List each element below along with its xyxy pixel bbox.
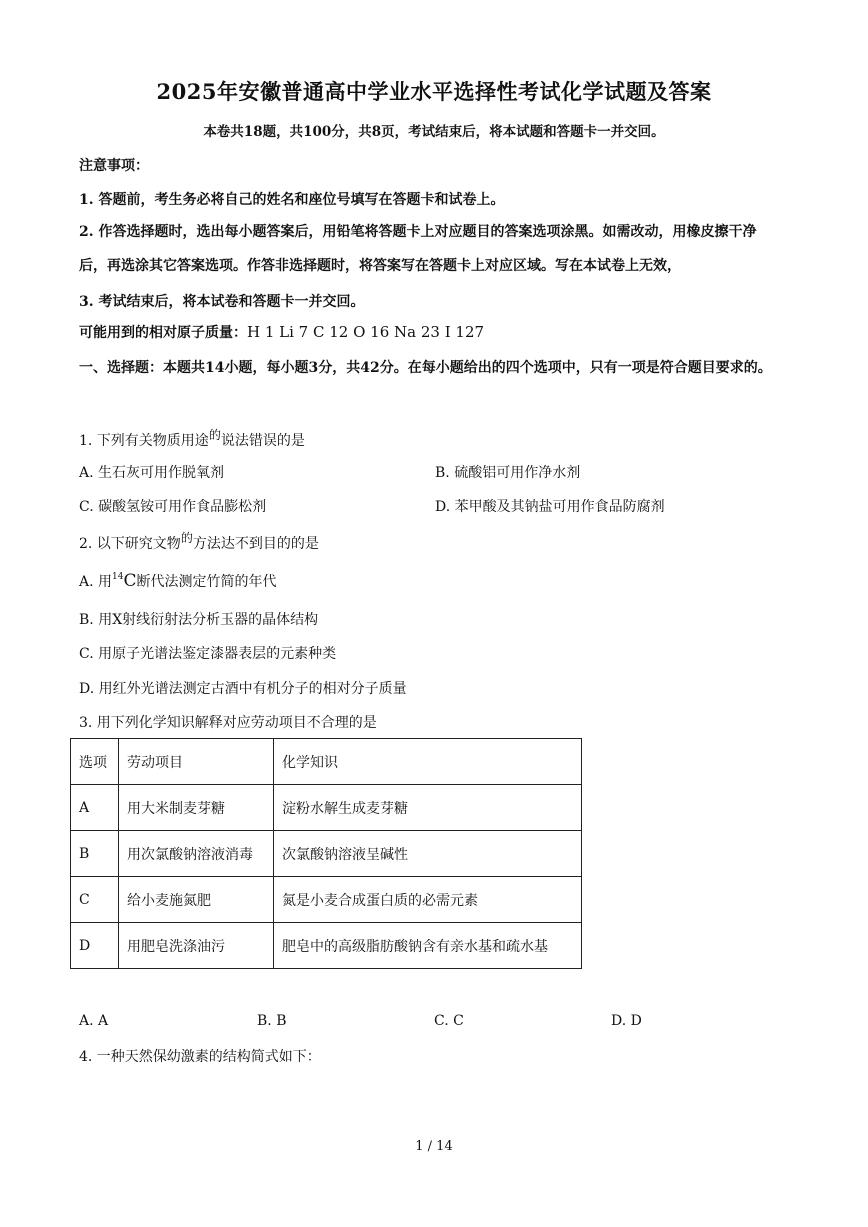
question-2-option-c: C. 用原子光谱法鉴定漆器表层的元素种类 — [79, 646, 337, 662]
question-2-option-d: D. 用红外光谱法测定古酒中有机分子的相对分子质量 — [79, 681, 407, 697]
table-row — [71, 923, 582, 969]
question-4-stem: 4. 一种天然保幼激素的结构简式如下： — [79, 1049, 321, 1065]
question-1-option-b: B. 硫酸铝可用作净水剂 — [435, 465, 581, 481]
page-title: 2025年安徽普通高中学业水平选择性考试化学试题及答案 — [156, 79, 712, 104]
question-2-option-a: A. 用$^{14}$C断代法测定竹简的年代 — [79, 571, 277, 591]
table-row — [71, 785, 582, 831]
question-2-stem: 2. 以下研究文物的方法达不到目的的是 — [79, 531, 319, 552]
table-cell: 给小麦施氮肥 — [119, 877, 274, 923]
table-header-cell: 化学知识 — [274, 739, 582, 785]
question-2-option-b: B. 用X射线衍射法分析玉器的晶体结构 — [79, 612, 319, 628]
table-cell: 肥皂中的高级脂肪酸钠含有亲水基和疏水基 — [274, 923, 582, 969]
atomic-mass-values: H 1 Li 7 C 12 O 16 Na 23 I 127 — [247, 323, 485, 341]
table-header-row — [71, 739, 582, 785]
question-3-answer-a: A. A — [79, 1013, 109, 1029]
table-cell: A — [71, 785, 119, 831]
table-cell: B — [71, 831, 119, 877]
question-1-option-c: C. 碳酸氢铵可用作食品膨松剂 — [79, 499, 267, 515]
question-1-option-a: A. 生石灰可用作脱氧剂 — [79, 465, 225, 481]
question-3-answer-c: C. C — [434, 1013, 464, 1029]
page-subtitle: 本卷共18题，共100分，共8页，考试结束后，将本试题和答题卡一并交回。 — [203, 124, 665, 140]
table-cell: 氮是小麦合成蛋白质的必需元素 — [274, 877, 582, 923]
table-header-cell: 劳动项目 — [119, 739, 274, 785]
table-header-cell: 选项 — [71, 739, 119, 785]
notice-heading: 注意事项： — [79, 158, 149, 174]
section-1-heading: 一、选择题：本题共14小题，每小题3分，共42分。在每小题给出的四个选项中，只有一项是符合题目要求的。 — [79, 360, 772, 376]
table-cell: C — [71, 877, 119, 923]
notice-item-3: 3. 考试结束后，将本试卷和答题卡一并交回。 — [79, 294, 365, 310]
question-3-answer-b: B. B — [257, 1013, 287, 1029]
table-cell: 淀粉水解生成麦芽糖 — [274, 785, 582, 831]
table-cell: 用大米制麦芽糖 — [119, 785, 274, 831]
table-cell: 用次氯酸钠溶液消毒 — [119, 831, 274, 877]
page-number: 1 / 14 — [415, 1139, 453, 1154]
table-cell: 用肥皂洗涤油污 — [119, 923, 274, 969]
question-1-option-d: D. 苯甲酸及其钠盐可用作食品防腐剂 — [435, 499, 665, 515]
question-3-stem: 3. 用下列化学知识解释对应劳动项目不合理的是 — [79, 715, 377, 731]
table-cell: 次氯酸钠溶液呈碱性 — [274, 831, 582, 877]
notice-item-1: 1. 答题前，考生务必将自己的姓名和座位号填写在答题卡和试卷上。 — [79, 192, 505, 208]
question-3-table — [70, 738, 582, 969]
table-row — [71, 831, 582, 877]
atomic-mass-label: 可能用到的相对原子质量： — [79, 325, 247, 341]
table-cell: D — [71, 923, 119, 969]
question-1-stem: 1. 下列有关物质用途的说法错误的是 — [79, 428, 305, 449]
table-row — [71, 877, 582, 923]
question-3-answer-d: D. D — [611, 1013, 642, 1029]
atomic-mass-line — [79, 322, 484, 342]
notice-item-2: 2. 作答选择题时，选出每小题答案后，用铅笔将答题卡上对应题目的答案选项涂黑。如需改动，用橡皮擦干净后，再选涂其它答案选项。作答非选择题时，将答案写在答题卡上对应区域。写在本试卷上无效， — [79, 224, 757, 274]
